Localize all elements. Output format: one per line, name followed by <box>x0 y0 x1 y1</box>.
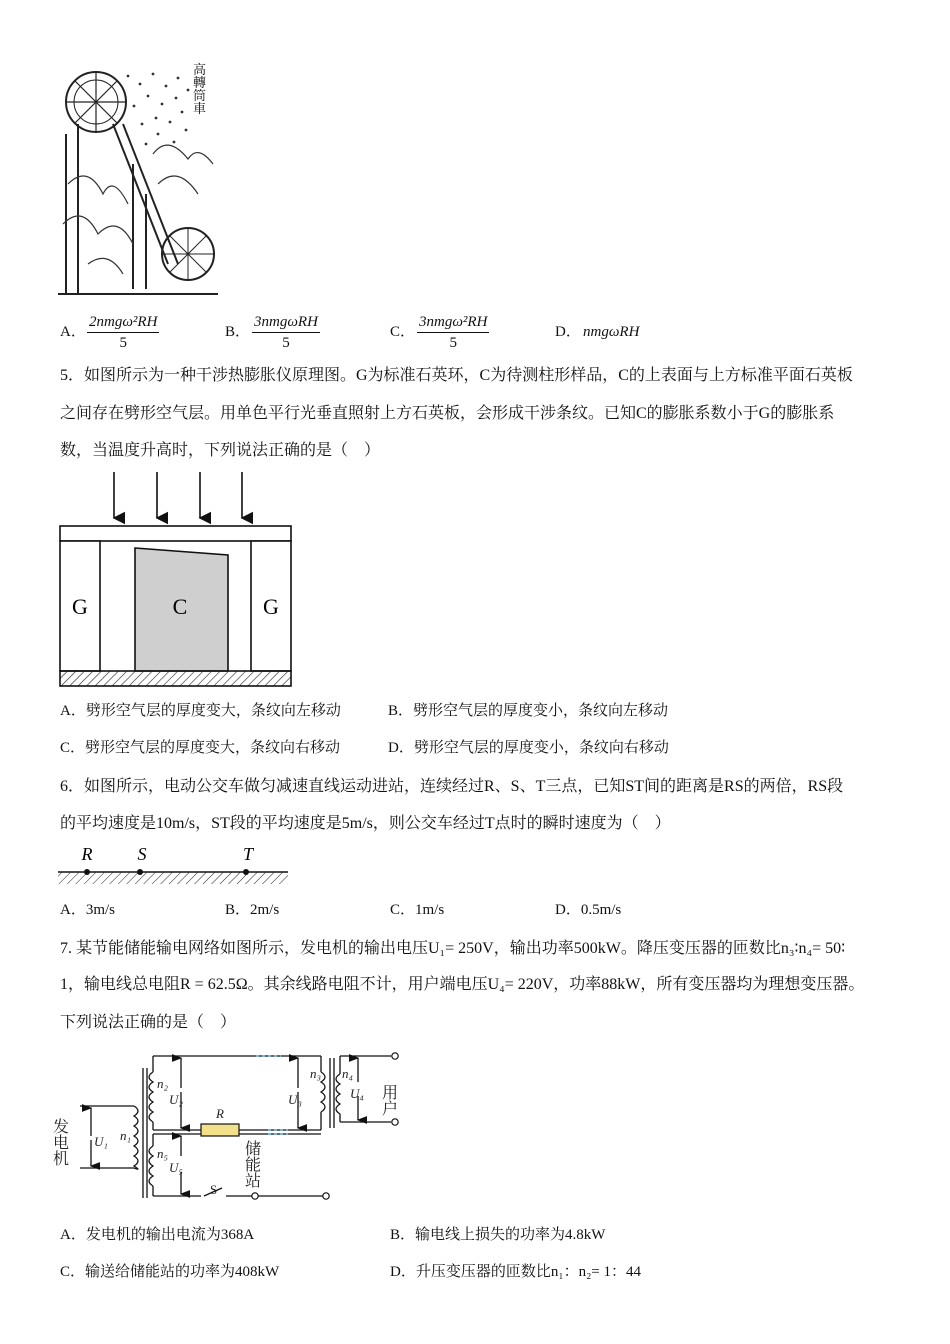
label-r: R <box>81 844 93 864</box>
q4-option-c-fraction <box>417 312 489 353</box>
label-t: T <box>242 844 254 864</box>
top-quartz-plate <box>60 526 291 541</box>
user-label: 用户 <box>379 1084 399 1116</box>
label-s: S <box>137 844 147 864</box>
label-r: R <box>216 1106 224 1121</box>
label-s: S <box>210 1182 218 1197</box>
c-label: C <box>172 594 188 619</box>
q4-option-c-denominator: 5 <box>449 335 457 351</box>
q7-option-c: C．输送给储能站的功率为408kW <box>60 1264 280 1280</box>
generator-label: 发电机 <box>50 1118 70 1166</box>
point-t <box>243 869 249 875</box>
q5-stem-line-1: 5．如图所示为一种干涉热膨胀仪原理图。G为标准石英环，C为待测柱形样品，C的上表面与上方标准平面石英板 <box>60 367 853 384</box>
q4-option-d-text: nmgωRH <box>583 324 640 340</box>
label-u5: U₅ <box>169 1160 183 1175</box>
q4-option-b-label: B． <box>225 324 251 340</box>
q7-stem-line-3: 下列说法正确的是（ ） <box>60 1014 237 1031</box>
label-n3: n₃ <box>310 1066 322 1081</box>
g-right-label: G <box>263 594 279 619</box>
q7-circuit-figure <box>50 1048 416 1208</box>
q5-stem-line-3: 数，当温度升高时，下列说法正确的是（ ） <box>60 442 381 459</box>
label-n1: n₁ <box>120 1128 132 1143</box>
q4-option-b-numerator: 3nmgωRH <box>252 312 320 333</box>
q7-stem-line-1: 7. 某节能储能输电网络如图所示，发电机的输出电压U₁= 250V，输出功率500kW。降压变压器的匝数比n₃∶n₄= 50∶ <box>60 940 846 957</box>
q7-option-b: B．输电线上损失的功率为4.8kW <box>390 1227 606 1243</box>
point-s <box>137 869 143 875</box>
q5-option-b: B．劈形空气层的厚度变小，条纹向左移动 <box>388 703 669 719</box>
q5-option-a: A．劈形空气层的厚度变大，条纹向左移动 <box>60 703 341 719</box>
q6-road-figure <box>58 842 290 888</box>
q4-option-d-label: D． <box>555 324 581 340</box>
label-u4: U₄ <box>350 1086 364 1101</box>
label-n4: n₄ <box>342 1066 354 1081</box>
q4-option-a-label: A． <box>60 324 86 340</box>
q6-option-d: D．0.5m/s <box>555 902 622 918</box>
q7-stem-line-2: 1，输电线总电阻R = 62.5Ω。其余线路电阻不计，用户端电压U₄= 220V，功率88kW，所有变压器均为理想变压器。 <box>60 976 865 993</box>
resistor-r <box>201 1124 239 1136</box>
base-plate <box>60 671 291 686</box>
storage-label: 储能站 <box>242 1140 262 1188</box>
label-u1: U₁ <box>94 1134 108 1149</box>
q4-option-c-numerator: 3nmgω²RH <box>417 312 489 333</box>
q6-option-b: B．2m/s <box>225 902 280 918</box>
label-u2: U₂ <box>169 1092 183 1107</box>
g-left-label: G <box>72 594 88 619</box>
q4-option-a-fraction <box>87 312 159 353</box>
label-n2: n₂ <box>157 1076 169 1091</box>
light-arrows <box>114 472 242 518</box>
q6-option-c: C．1m/s <box>390 902 445 918</box>
label-n5: n₅ <box>157 1146 169 1161</box>
point-r <box>84 869 90 875</box>
label-u3: U₃ <box>288 1092 302 1107</box>
q7-option-a: A．发电机的输出电流为368A <box>60 1227 255 1243</box>
q5-interferometer-figure <box>58 468 298 690</box>
q6-stem-line-2: 的平均速度是10m/s，ST段的平均速度是5m/s，则公交车经过T点时的瞬时速度为（ ） <box>60 815 671 832</box>
q4-option-b-fraction <box>252 312 320 353</box>
q4-option-b-denominator: 5 <box>282 335 290 351</box>
q5-stem-line-2: 之间存在劈形空气层。用单色平行光垂直照射上方石英板，会形成干涉条纹。已知C的膨胀系数小于G的膨胀系 <box>60 405 835 422</box>
q6-option-a: A．3m/s <box>60 902 116 918</box>
q4-option-c-label: C． <box>390 324 416 340</box>
q4-option-a-numerator: 2nmgω²RH <box>87 312 159 333</box>
q5-option-c: C．劈形空气层的厚度变大，条纹向右移动 <box>60 740 341 756</box>
q6-stem-line-1: 6．如图所示，电动公交车做匀减速直线运动进站，连续经过R、S、T三点，已知ST间的距离是RS的两倍，RS段 <box>60 778 844 795</box>
q7-option-d: D．升压变压器的匝数比n₁：n₂= 1：44 <box>390 1264 642 1280</box>
q5-option-d: D．劈形空气层的厚度变小，条纹向右移动 <box>388 740 669 756</box>
image-caption: 高轉筒車 <box>193 63 207 117</box>
q4-option-a-denominator: 5 <box>119 335 127 351</box>
